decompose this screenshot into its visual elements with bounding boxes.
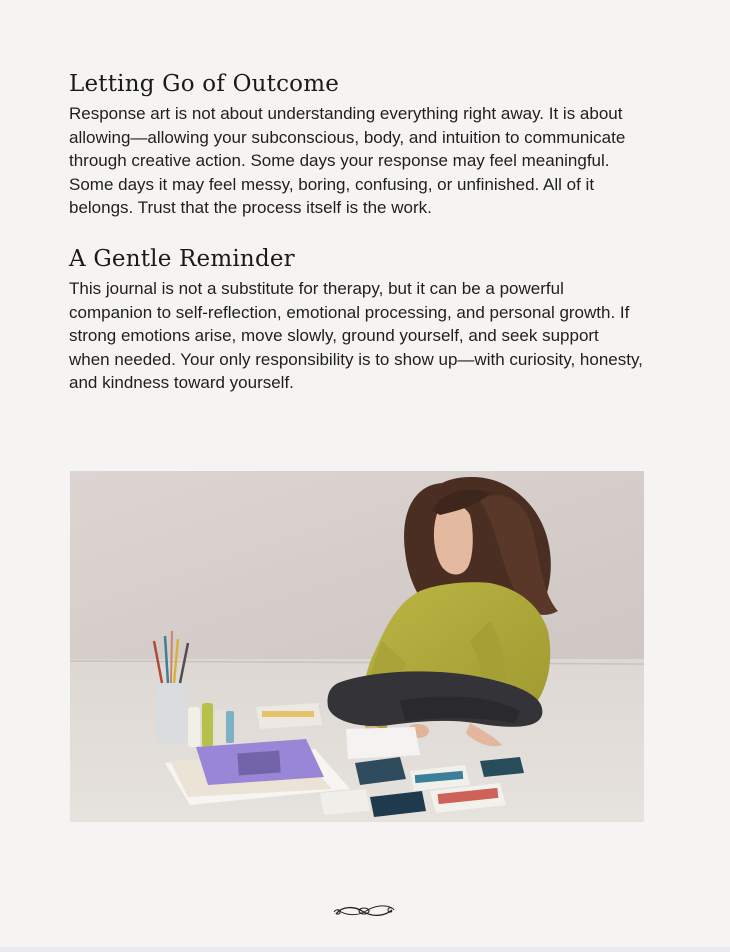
section-heading: Letting Go of Outcome	[69, 71, 340, 97]
page-bottom-edge	[0, 947, 730, 952]
flourish-divider-icon	[332, 900, 396, 922]
section-body: Response art is not about understanding everything right away. It is about allowing—allowing your subconscious, body, and intuition to communicate through creative action. Some days your response may feel meaningful. Some days it may feel messy, boring, confusing, or unfinished. All of it belongs. Trust that the process itself is the work.	[69, 104, 626, 217]
photo-woman-painting	[70, 471, 644, 822]
section-heading: A Gentle Reminder	[69, 246, 295, 272]
section-body: This journal is not a substitute for therapy, but it can be a powerful companion to self-reflection, emotional processing, and personal growth. If strong emotions arise, move slowly, ground yourself, and seek support when needed. Your only responsibility is to show up—with curiosity, honesty, and kindness toward yourself.	[69, 279, 643, 392]
section-letting-go	[69, 70, 644, 220]
section-gentle-reminder	[69, 245, 644, 395]
